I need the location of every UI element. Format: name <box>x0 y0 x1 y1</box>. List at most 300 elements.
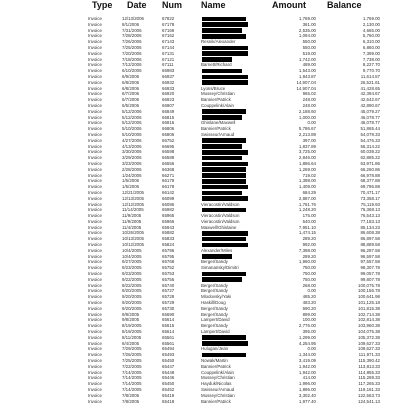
cell-num: 67111 <box>162 62 174 68</box>
cell-date: 6/7/2006 <box>122 91 140 97</box>
table-row <box>0 399 400 404</box>
header-date: Date <box>127 0 147 10</box>
cell-type: Invoice <box>88 178 102 184</box>
cell-amount: 3,302.40 <box>298 392 316 398</box>
cell-date: 7/12/2006 <box>122 62 142 68</box>
cell-date: 9/8/2005 <box>122 317 140 323</box>
cell-date: 7/31/2006 <box>122 27 142 33</box>
cell-date: 8/19/2005 <box>122 329 142 335</box>
cell-amount: 1,248.20 <box>298 207 316 213</box>
cell-type: Invoice <box>88 56 102 62</box>
cell-type: Invoice <box>88 242 102 248</box>
cell-name: Mussey/Christian <box>201 392 235 398</box>
cell-date: 7/25/2005 <box>122 358 142 364</box>
cell-num: 65452 <box>162 387 175 392</box>
cell-num: 66142 <box>162 189 175 195</box>
header-num: Num <box>162 0 182 10</box>
cell-num: 66271 <box>162 172 175 178</box>
cell-date: 11/9/2005 <box>122 213 142 219</box>
cell-num: 65614 <box>162 329 175 335</box>
cell-num: 65728 <box>162 294 175 300</box>
cell-balance: 100,075.78 <box>358 282 380 288</box>
cell-date: 1/5/2006 <box>122 178 140 184</box>
cell-amount: 550.00 <box>302 44 316 50</box>
cell-num: 67162 <box>162 33 175 39</box>
cell-type: Invoice <box>88 172 102 178</box>
cell-balance: 101,125.18 <box>358 300 380 306</box>
cell-balance: 100,156.78 <box>358 288 380 294</box>
cell-type: Invoice <box>88 381 102 387</box>
cell-num: 67143 <box>162 39 175 45</box>
cell-amount: 7,398.00 <box>298 247 316 253</box>
cell-type: Invoice <box>88 85 102 91</box>
redaction-bar <box>202 272 246 277</box>
cell-balance: 88,889.58 <box>360 242 380 248</box>
cell-amount: 100.00 <box>302 317 316 323</box>
cell-type: Invoice <box>88 329 102 335</box>
cell-num: 65966 <box>162 218 175 224</box>
cell-num: 66933 <box>162 85 175 91</box>
redaction-bar <box>202 69 242 74</box>
cell-type: Invoice <box>88 369 102 375</box>
cell-amount: 1,769.00 <box>298 16 316 21</box>
cell-name: Vieracostin/Valdson <box>201 218 240 224</box>
cell-amount: 0.00 <box>307 120 316 126</box>
redaction-bar <box>202 156 242 161</box>
cell-num: 65447 <box>162 363 175 369</box>
cell-date: 10/13/2005 <box>122 236 144 242</box>
redaction-bar <box>202 231 248 236</box>
cell-amount: 899.00 <box>302 311 316 317</box>
redaction-bar <box>202 237 246 242</box>
cell-amount: 965.02 <box>302 91 316 97</box>
cell-date: 7/29/2005 <box>122 346 142 352</box>
cell-name: Couppelink/Alain <box>201 369 234 375</box>
cell-date: 7/18/2006 <box>122 56 142 62</box>
cell-type: Invoice <box>88 375 102 381</box>
cell-date: 9/22/2005 <box>122 276 142 282</box>
cell-num: 65727 <box>162 288 175 294</box>
cell-amount: 2,776.00 <box>298 323 316 329</box>
cell-date: 9/20/2005 <box>122 294 142 300</box>
cell-balance: 73,358.17 <box>360 195 380 201</box>
cell-type: Invoice <box>88 224 102 230</box>
cell-balance: 56,314.22 <box>360 143 380 149</box>
cell-balance: 103,960.38 <box>358 323 380 329</box>
invoice-table-body <box>0 16 400 404</box>
cell-balance: 66,260.86 <box>360 166 380 172</box>
cell-name: Berger/Sandy <box>201 323 228 329</box>
cell-amount: 519.00 <box>302 50 316 56</box>
cell-balance: 42,890.67 <box>360 102 380 108</box>
cell-amount: 750.00 <box>302 271 316 277</box>
cell-type: Invoice <box>88 340 102 346</box>
cell-type: Invoice <box>88 155 102 161</box>
cell-type: Invoice <box>88 50 102 56</box>
cell-num: 65756 <box>162 276 175 282</box>
cell-amount: 483.20 <box>302 300 316 306</box>
cell-date: 7/26/2006 <box>122 39 142 45</box>
cell-num: 67169 <box>162 27 175 33</box>
cell-balance: 100,641.98 <box>358 294 380 300</box>
cell-type: Invoice <box>88 247 102 253</box>
cell-date: 3/29/2006 <box>122 155 142 161</box>
cell-balance: 86,897.58 <box>360 236 380 242</box>
cell-balance: 115,269.33 <box>358 375 380 381</box>
cell-num: 66907 <box>162 102 175 108</box>
cell-num: 66983 <box>162 68 175 74</box>
cell-num: 65561 <box>162 340 175 346</box>
cell-date: 3/30/2006 <box>122 149 142 155</box>
cell-type: Invoice <box>88 166 102 172</box>
cell-balance: 76,368.13 <box>360 207 380 213</box>
cell-balance: 101,815.38 <box>358 305 380 311</box>
cell-amount: 175.00 <box>302 213 316 219</box>
cell-name: Mussey/Christian <box>201 91 235 97</box>
cell-date: 5/12/2006 <box>122 114 142 120</box>
cell-balance: 102,714.38 <box>358 311 380 317</box>
cell-num: 65690 <box>162 311 175 317</box>
cell-num: 66937 <box>162 73 175 79</box>
cell-amount: 1,344.00 <box>298 352 316 358</box>
cell-amount: 248.00 <box>302 97 316 103</box>
redaction-bar <box>202 277 242 282</box>
cell-num: 65615 <box>162 323 175 329</box>
cell-date: 1/24/2006 <box>122 172 142 178</box>
cell-name: Berger/Sandy <box>201 288 228 294</box>
header-type: Type <box>92 0 113 10</box>
redaction-bar <box>202 28 242 33</box>
cell-date: 1/5/2006 <box>122 184 140 190</box>
cell-balance: 2,130.00 <box>362 21 380 27</box>
cell-num: 65561 <box>162 334 175 340</box>
cell-amount: 2,846.00 <box>298 155 316 161</box>
cell-date: 8/11/2005 <box>122 334 142 340</box>
redaction-bar <box>202 75 248 80</box>
cell-amount: 485.20 <box>302 294 316 300</box>
cell-name: Mlodovsky/Yaki <box>201 294 232 300</box>
cell-balance: 96,287.58 <box>360 247 380 253</box>
cell-date: 11/4/2005 <box>122 224 142 230</box>
cell-num: 66695 <box>162 143 175 149</box>
cell-balance: 86,608.38 <box>360 230 380 236</box>
cell-balance: 41,428.65 <box>360 85 380 91</box>
cell-num: 66179 <box>162 178 175 184</box>
cell-type: Invoice <box>88 201 102 207</box>
cell-name: Bannier/Patrick <box>201 398 231 404</box>
cell-num: 65494 <box>162 346 175 352</box>
cell-num: 66368 <box>162 166 175 172</box>
redaction-bar <box>202 353 246 358</box>
cell-amount: 750.00 <box>302 265 316 271</box>
cell-amount: 1,996.00 <box>298 381 316 387</box>
cell-type: Invoice <box>88 16 102 21</box>
cell-name: Berger/Sandy <box>201 305 228 311</box>
cell-type: Invoice <box>88 294 102 300</box>
cell-type: Invoice <box>88 102 102 108</box>
cell-balance: 62,885.22 <box>360 155 380 161</box>
cell-type: Invoice <box>88 259 102 265</box>
cell-balance: 51,865.44 <box>360 126 380 132</box>
cell-num: 65418 <box>162 398 175 404</box>
cell-type: Invoice <box>88 265 102 271</box>
cell-num: 66815 <box>162 114 175 120</box>
cell-amount: 397.00 <box>302 137 316 143</box>
cell-amount: 1,299.00 <box>298 334 316 340</box>
cell-balance: 105,372.38 <box>358 334 380 340</box>
cell-name: Simanansky/Dimitri <box>201 265 239 271</box>
redaction-bar <box>202 341 248 346</box>
cell-date: 7/14/2005 <box>122 369 142 375</box>
header-balance: Balance <box>327 0 362 10</box>
cell-num: 65982 <box>162 207 175 213</box>
cell-balance: 60,039.22 <box>360 149 380 155</box>
cell-balance: 11,614.57 <box>360 73 380 79</box>
cell-date: 7/22/2005 <box>122 363 142 369</box>
cell-date: 10/4/2005 <box>122 247 142 253</box>
cell-amount: 1,960.00 <box>298 259 316 265</box>
cell-name: Couppelink/Alain <box>201 102 234 108</box>
cell-name: Berger/Sandy <box>201 311 228 317</box>
cell-amount: 1,409.00 <box>298 184 316 190</box>
cell-num: 66806 <box>162 126 175 132</box>
redaction-bar <box>202 185 248 190</box>
cell-num: 65833 <box>162 236 175 242</box>
cell-balance: 69,786.88 <box>360 184 380 190</box>
cell-amount: 289.20 <box>302 236 316 242</box>
cell-amount: 361.00 <box>302 21 316 27</box>
cell-name: Bannier/Patrick <box>201 97 231 103</box>
cell-name: Barnett/Richard <box>201 62 232 68</box>
cell-date: 9/27/2005 <box>122 259 142 265</box>
cell-balance: 85,134.23 <box>360 224 380 230</box>
cell-balance: 26,521.61 <box>360 79 380 85</box>
cell-num: 65614 <box>162 317 175 323</box>
cell-balance: 76,543.13 <box>360 213 380 219</box>
redaction-bar <box>202 17 246 22</box>
cell-type: Invoice <box>88 114 102 120</box>
cell-num: 65730 <box>162 305 175 311</box>
cell-balance: 104,075.38 <box>358 329 380 335</box>
cell-date: 9/20/2005 <box>122 305 142 311</box>
cell-balance: 75,119.93 <box>360 201 380 207</box>
cell-num: 65448 <box>162 369 175 375</box>
cell-balance: 46,078.77 <box>360 120 380 126</box>
cell-num: 65824 <box>162 242 175 248</box>
cell-amount: 14,907.04 <box>296 85 316 91</box>
redaction-bar <box>202 51 248 56</box>
cell-amount: 1,886.64 <box>298 160 316 166</box>
cell-date: 9/23/2005 <box>122 271 142 277</box>
header-name: Name <box>201 0 226 10</box>
cell-balance: 97,557.58 <box>360 259 380 265</box>
redaction-bar <box>202 335 246 340</box>
redaction-bar <box>202 80 248 85</box>
cell-type: Invoice <box>88 230 102 236</box>
cell-num: 65965 <box>162 213 175 219</box>
cell-num: 65752 <box>162 265 175 271</box>
cell-num: 66806 <box>162 131 175 137</box>
cell-date: 10/4/2005 <box>122 253 142 259</box>
cell-amount: 1,398.00 <box>298 178 316 184</box>
cell-date: 11/14/2005 <box>122 207 144 213</box>
cell-name: Nowak/Martin <box>201 358 228 364</box>
cell-num: 66086 <box>162 201 175 207</box>
cell-num: 65450 <box>162 358 175 364</box>
cell-name: Alexander/Miles <box>201 247 233 253</box>
cell-type: Invoice <box>88 276 102 282</box>
cell-num: 66598 <box>162 149 175 155</box>
cell-date: 6/5/2006 <box>122 102 140 108</box>
cell-type: Invoice <box>88 352 102 358</box>
cell-type: Invoice <box>88 149 102 155</box>
cell-balance: 124,541.13 <box>358 398 380 404</box>
cell-type: Invoice <box>88 218 102 224</box>
cell-amount: 1,474.15 <box>298 230 316 236</box>
cell-balance: 114,855.33 <box>358 369 380 375</box>
cell-num: 65729 <box>162 300 175 306</box>
cell-balance: 6,310.00 <box>362 39 380 45</box>
redaction-bar <box>202 243 248 248</box>
cell-amount: 248.00 <box>302 102 316 108</box>
cell-type: Invoice <box>88 184 102 190</box>
cell-balance: 8,227.70 <box>362 62 380 68</box>
cell-type: Invoice <box>88 311 102 317</box>
cell-num: 65446 <box>162 375 175 381</box>
cell-name: Mussey/Christian <box>201 375 235 381</box>
cell-date: 7/14/2005 <box>122 387 142 392</box>
cell-type: Invoice <box>88 317 102 323</box>
cell-num: 65450 <box>162 381 175 387</box>
cell-balance: 9,770.70 <box>362 68 380 74</box>
cell-type: Invoice <box>88 44 102 50</box>
redaction-bar <box>202 109 246 114</box>
redaction-bar <box>202 162 248 167</box>
cell-balance: 7,738.00 <box>362 56 380 62</box>
cell-num: 66932 <box>162 79 175 85</box>
cell-date: 3/23/2006 <box>122 160 142 166</box>
cell-amount: 395.00 <box>302 329 316 335</box>
cell-num: 65882 <box>162 230 175 236</box>
cell-type: Invoice <box>88 27 102 33</box>
cell-amount: 289.20 <box>302 253 316 259</box>
cell-balance: 63,971.86 <box>360 160 380 166</box>
cell-num: 66816 <box>162 120 175 126</box>
cell-date: 7/14/2005 <box>122 375 142 381</box>
cell-balance: 70,471.17 <box>360 189 380 195</box>
cell-name: Haskill/Doug <box>201 300 226 306</box>
cell-date: 7/28/2006 <box>122 33 142 39</box>
cell-type: Invoice <box>88 91 102 97</box>
cell-type: Invoice <box>88 108 102 114</box>
cell-amount: 2,188.60 <box>298 108 316 114</box>
redaction-bar <box>202 254 232 259</box>
cell-type: Invoice <box>88 358 102 364</box>
cell-amount: 489.00 <box>302 62 316 68</box>
cell-balance: 54,079.33 <box>360 131 380 137</box>
cell-date: 12/21/2005 <box>122 189 144 195</box>
cell-date: 9/8/2005 <box>122 311 140 317</box>
cell-num: 66923 <box>162 97 175 103</box>
cell-date: 4/13/2006 <box>122 143 142 149</box>
cell-amount: 268.00 <box>302 282 316 288</box>
cell-type: Invoice <box>88 334 102 340</box>
cell-type: Invoice <box>88 207 102 213</box>
cell-name: Maxwell/Ghislaine <box>201 224 237 230</box>
cell-name: Swisseur/Arnaud <box>201 131 235 137</box>
cell-type: Invoice <box>88 300 102 306</box>
cell-amount: 1,000.00 <box>298 114 316 120</box>
redaction-bar <box>202 22 248 27</box>
cell-date: 6/8/2006 <box>122 79 140 85</box>
redaction-bar <box>202 115 242 120</box>
cell-amount: 1,543.00 <box>298 68 316 74</box>
cell-balance: 45,079.27 <box>360 108 380 114</box>
cell-type: Invoice <box>88 288 102 294</box>
cell-type: Invoice <box>88 236 102 242</box>
cell-date: 6/10/2006 <box>122 68 142 74</box>
redaction-bar <box>202 57 232 62</box>
cell-name: Lampert/David <box>201 317 230 323</box>
cell-date: 6/8/2006 <box>122 85 140 91</box>
cell-amount: 3,725.00 <box>298 149 316 155</box>
cell-date: 7/25/2006 <box>122 44 142 50</box>
cell-amount: 750.00 <box>302 276 316 282</box>
cell-balance: 7,399.00 <box>362 50 380 56</box>
redaction-bar <box>202 46 248 51</box>
cell-date: 9/20/2005 <box>122 300 142 306</box>
cell-amount: 992.00 <box>302 242 316 248</box>
cell-amount: 14,907.04 <box>296 79 316 85</box>
cell-balance: 113,813.33 <box>358 363 380 369</box>
redaction-bar <box>202 173 246 178</box>
cell-amount: 1,942.00 <box>298 369 316 375</box>
cell-balance: 1,769.00 <box>362 16 380 21</box>
cell-balance: 115,390.42 <box>358 358 380 364</box>
cell-amount: 414.00 <box>302 375 316 381</box>
redaction-bar <box>202 34 246 39</box>
cell-amount: 1,269.00 <box>298 166 316 172</box>
cell-amount: 2,887.00 <box>298 195 316 201</box>
cell-balance: 96,597.58 <box>360 253 380 259</box>
cell-balance: 42,642.67 <box>360 97 380 103</box>
cell-date: 7/8/2005 <box>122 398 140 404</box>
cell-date: 2/28/2006 <box>122 166 142 172</box>
cell-date: 10/26/2005 <box>122 230 144 236</box>
cell-balance: 109,627.33 <box>358 340 380 346</box>
cell-name: Hayduk/Nicolas <box>201 381 232 387</box>
cell-amount: 2,535.00 <box>298 27 316 33</box>
cell-balance: 98,307.78 <box>360 265 380 271</box>
cell-type: Invoice <box>88 79 102 85</box>
cell-num: 65753 <box>162 271 175 277</box>
cell-type: Invoice <box>88 131 102 137</box>
cell-name: Berger/Sandy <box>201 282 228 288</box>
cell-type: Invoice <box>88 387 102 392</box>
cell-num: 65768 <box>162 259 175 265</box>
cell-type: Invoice <box>88 73 102 79</box>
redaction-bar <box>202 144 242 149</box>
cell-type: Invoice <box>88 97 102 103</box>
cell-name: Ghislane/Maxwell <box>201 120 236 126</box>
redaction-bar <box>202 208 246 213</box>
cell-name: Lyons/Bruce <box>201 85 226 91</box>
cell-balance: 109,627.33 <box>358 346 380 352</box>
cell-num: 66752 <box>162 137 175 143</box>
cell-amount: 1,094.00 <box>298 33 316 39</box>
header-amount: Amount <box>272 0 306 10</box>
cell-amount: 3,419.09 <box>298 358 316 364</box>
